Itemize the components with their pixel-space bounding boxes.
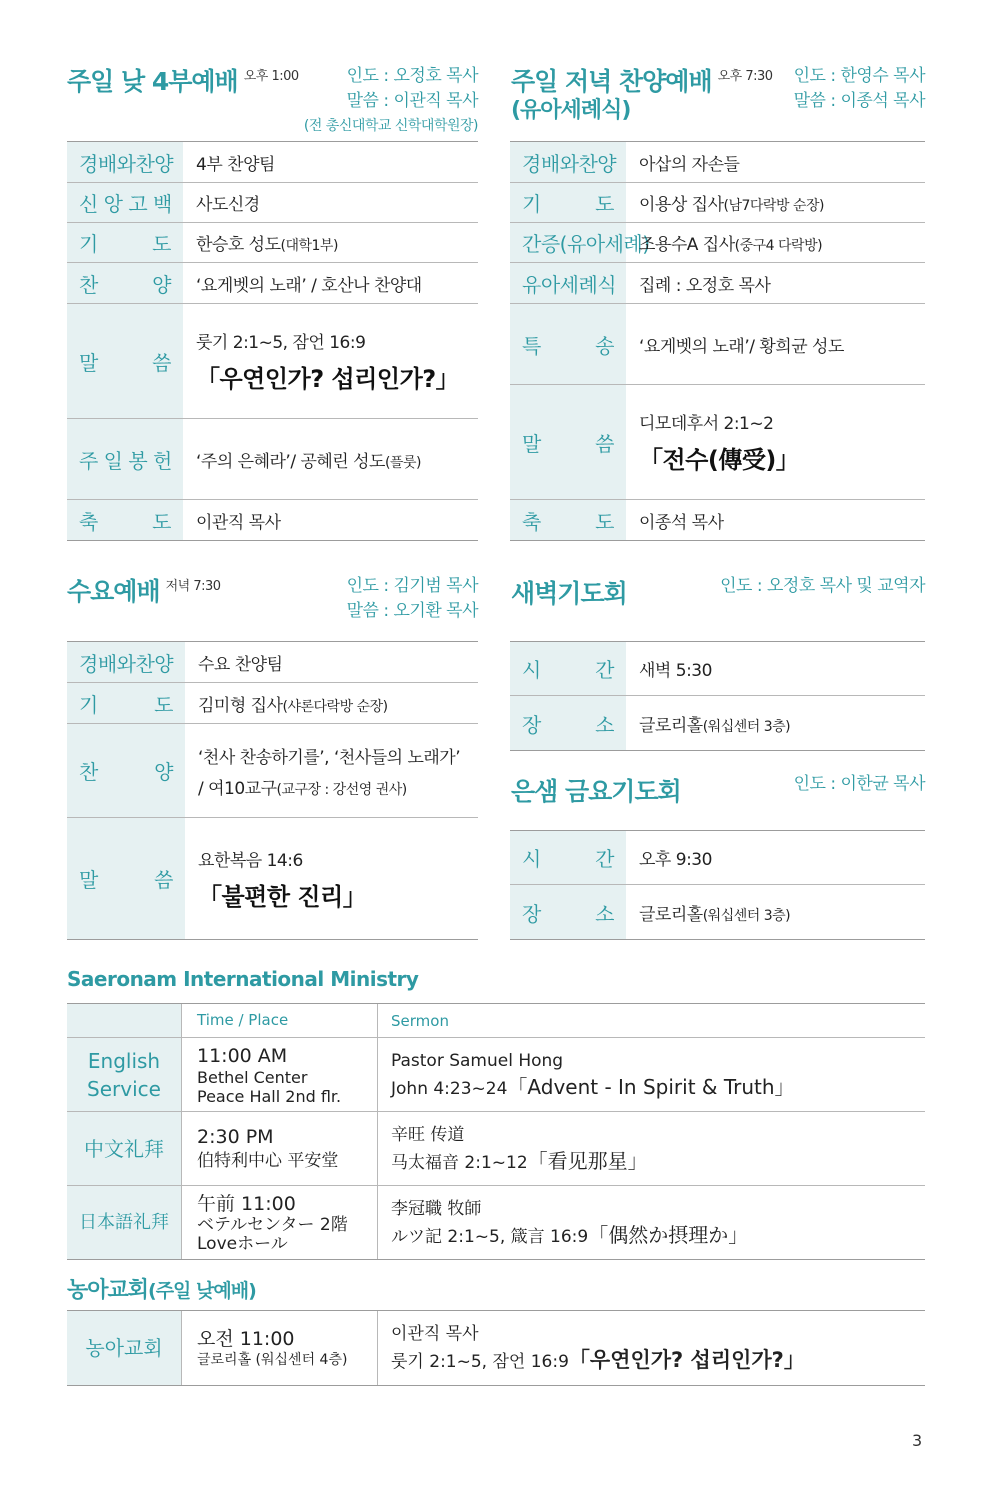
row-label: 경배와찬양 [510,142,626,182]
row-value: 이관직 목사 [196,512,281,533]
sunday4-leader: 인도 : 오정호 목사 [346,66,478,86]
japanese-service-sermon [378,1186,925,1259]
sunday-evening-time: 오후 7:30 [717,69,773,84]
deaf-row [67,1311,925,1386]
japanese-place2: Loveホール [197,1233,288,1254]
table-row [67,183,478,223]
table-row [510,500,925,541]
wednesday-time: 저녁 7:30 [165,579,221,594]
table-row [67,263,478,304]
deaf-place: 글로리홀 (워십센터 4층) [197,1351,348,1368]
friday-title: 은샘 금요기도회 [511,777,681,806]
chinese-service-label: 中文礼拜 [67,1112,182,1185]
sunday4-table [67,141,478,541]
sunday4-leaders [304,64,478,139]
table-row [510,142,925,183]
row-label: 기 도 [510,183,626,222]
table-row [510,642,925,696]
wednesday-leaders [347,574,478,624]
row-value: 조용수A 집사(중구4 다락방) [639,235,823,255]
row-value: 수요 찬양팀 [198,654,283,675]
table-row [510,385,925,500]
header-time-place: Time / Place [182,1004,378,1037]
table-row [67,304,478,419]
sunday-evening-leader: 인도 : 한영수 목사 [793,66,925,86]
row-value: ‘주의 은혜라’/ 공혜린 성도(플룻) [196,451,421,472]
row-value: 김미형 집사(샤론다락방 순장) [198,695,388,716]
sunday-evening-preacher: 말씀 : 이종석 목사 [793,91,925,111]
sunday-evening-leaders [794,64,925,114]
row-label: 시 간 [510,831,626,884]
chinese-time: 2:30 PM [197,1125,274,1148]
row-label: 경배와찬양 [67,642,185,682]
row-value: 아삽의 자손들 [639,154,740,175]
english-service-label: English Service [67,1038,182,1111]
english-service-time-place [182,1038,378,1111]
page-number: 3 [912,1431,923,1450]
row-label: 특 송 [510,304,626,384]
chinese-service-row [67,1112,925,1186]
sermon-title: 「불편한 진리」 [198,882,367,911]
wednesday-preacher: 말씀 : 오기환 목사 [346,601,478,621]
row-label: 유아세례식 [510,263,626,303]
row-value: 요한복음 14:6 「불편한 진리」 [198,850,367,911]
table-row [67,500,478,541]
chinese-sermon-title: 「看见那星」 [527,1148,648,1173]
header-blank [67,1004,182,1037]
row-value: ‘천사 찬송하기를’, ‘천사들의 노래가’ / 여10교구(교구장 : 강선영 권사) [198,747,461,799]
english-ref: John 4:23~24 [391,1078,508,1099]
table-row [510,696,925,751]
row-value: 글로리홀(워십센터 3층) [639,715,791,736]
international-table [67,1003,925,1260]
deaf-sermon-title: 「우연인가? 섭리인가?」 [568,1348,805,1372]
english-service-sermon [378,1038,925,1111]
header-sermon: Sermon [391,1011,449,1030]
row-label: 간증(유아세례) [510,223,626,262]
row-label: 장 소 [510,885,626,939]
row-label: 찬 양 [67,263,183,303]
international-header-row [67,1004,925,1038]
japanese-speaker: 李冠職 牧師 [391,1198,482,1219]
row-value: 디모데후서 2:1~2 「전수(傳受)」 [639,414,800,474]
sunday-evening-title: 주일 저녁 찬양예배 $^{오후 7:30}$ [511,67,773,96]
table-row [67,223,478,263]
english-place1: Bethel Center [197,1067,308,1087]
row-label: 축 도 [67,500,183,540]
deaf-ref: 룻기 2:1~5, 잠언 16:9 [391,1352,569,1372]
english-time: 11:00 AM [197,1044,288,1067]
row-value: 오후 9:30 [639,850,712,870]
row-label: 축 도 [510,500,626,540]
table-row [67,818,478,940]
sunday-evening-table [510,141,925,541]
row-label: 찬 양 [67,724,185,817]
chinese-place: 伯特利中心 平安堂 [197,1150,339,1171]
sunday-evening-subtitle: (유아세례식) [511,98,631,123]
table-row [67,683,478,724]
table-row [510,223,925,263]
table-row [510,183,925,223]
table-row [67,724,478,818]
table-row [67,142,478,183]
row-value: 한승호 성도(대학1부) [196,235,338,255]
row-value: 룻기 2:1~5, 잠언 16:9 「우연인가? 섭리인가?」 [196,333,460,393]
japanese-service-time-place [182,1186,378,1259]
deaf-title-small: (주일 낮예배) [148,1280,256,1302]
deaf-time: 오전 11:00 [197,1327,295,1350]
sunday4-title: 주일 낮 4부예배 $^{오후 1:00}$ [67,67,299,96]
deaf-label: 농아교회 [67,1311,182,1385]
row-label: 말 씀 [67,304,183,418]
row-label: 말 씀 [67,818,185,939]
sunday4-preacher: 말씀 : 이관직 목사 [346,91,478,111]
dawn-title: 새벽기도회 [511,579,627,608]
sermon-title: 「우연인가? 섭리인가?」 [196,365,460,393]
table-row [510,885,925,940]
wednesday-table [67,641,478,940]
row-value: ‘요게벳의 노래’ / 호산나 찬양대 [196,275,422,296]
english-service-row [67,1038,925,1112]
friday-leader: 인도 : 이한균 목사 [793,774,925,794]
japanese-time: 午前 11:00 [197,1192,296,1215]
chinese-service-sermon [378,1112,925,1185]
japanese-service-label: 日本語礼拜 [67,1186,182,1259]
deaf-time-place [182,1311,378,1385]
chinese-ref: 马太福音 2:1~12 [391,1152,528,1173]
row-value: 새벽 5:30 [639,661,712,681]
international-title: Saeronam International Ministry [67,967,419,991]
row-label: 장 소 [510,696,626,750]
row-value: 이종석 목사 [639,512,724,533]
japanese-ref: ルツ記 2:1~5, 箴言 16:9 [391,1226,589,1247]
row-label: 경배와찬양 [67,142,183,182]
row-label: 시 간 [510,642,626,695]
sunday4-time: 오후 1:00 [243,69,299,84]
row-value: ‘요게벳의 노래’/ 황희균 성도 [639,336,844,357]
english-sermon-title: 「Advent - In Spirit & Truth」 [507,1074,795,1099]
row-value: 사도신경 [196,195,260,215]
chinese-speaker: 辛旺 传道 [391,1124,465,1145]
row-label: 기 도 [67,223,183,262]
dawn-table [510,641,925,751]
row-value: 글로리홀(워십센터 3층) [639,904,791,925]
english-place2: Peace Hall 2nd flr. [197,1086,342,1106]
row-value: 이용상 집사(남7다락방 순장) [639,195,824,215]
table-row [510,263,925,304]
row-label: 주 일 봉 헌 [67,419,183,499]
row-label: 신 앙 고 백 [67,183,183,222]
table-row [67,419,478,500]
row-label: 기 도 [67,683,185,723]
table-row [510,304,925,385]
wednesday-title: 수요예배 $^{저녁 7:30}$ [67,577,221,606]
deaf-sermon [378,1311,925,1385]
table-row [510,831,925,885]
sermon-title: 「전수(傳受)」 [639,446,800,474]
deaf-speaker: 이관직 목사 [391,1324,479,1344]
row-label: 말 씀 [510,385,626,499]
table-row [67,642,478,683]
chinese-service-time-place [182,1112,378,1185]
sunday4-preacher-note: (전 총신대학교 신학대학원장) [303,118,478,134]
friday-table [510,830,925,940]
english-speaker: Pastor Samuel Hong [391,1050,564,1071]
deaf-table [67,1310,925,1386]
row-value: 4부 찬양팀 [196,154,275,175]
deaf-title: 농아교회(주일 낮예배) [67,1278,256,1303]
dawn-leader: 인도 : 오정호 목사 및 교역자 [720,576,925,596]
wednesday-leader: 인도 : 김기범 목사 [346,576,478,596]
japanese-place1: ベテルセンター 2階 [197,1214,348,1235]
japanese-sermon-title: 「偶然か摂理か」 [588,1222,749,1247]
row-value: 집례 : 오정호 목사 [639,275,771,296]
japanese-service-row [67,1186,925,1260]
